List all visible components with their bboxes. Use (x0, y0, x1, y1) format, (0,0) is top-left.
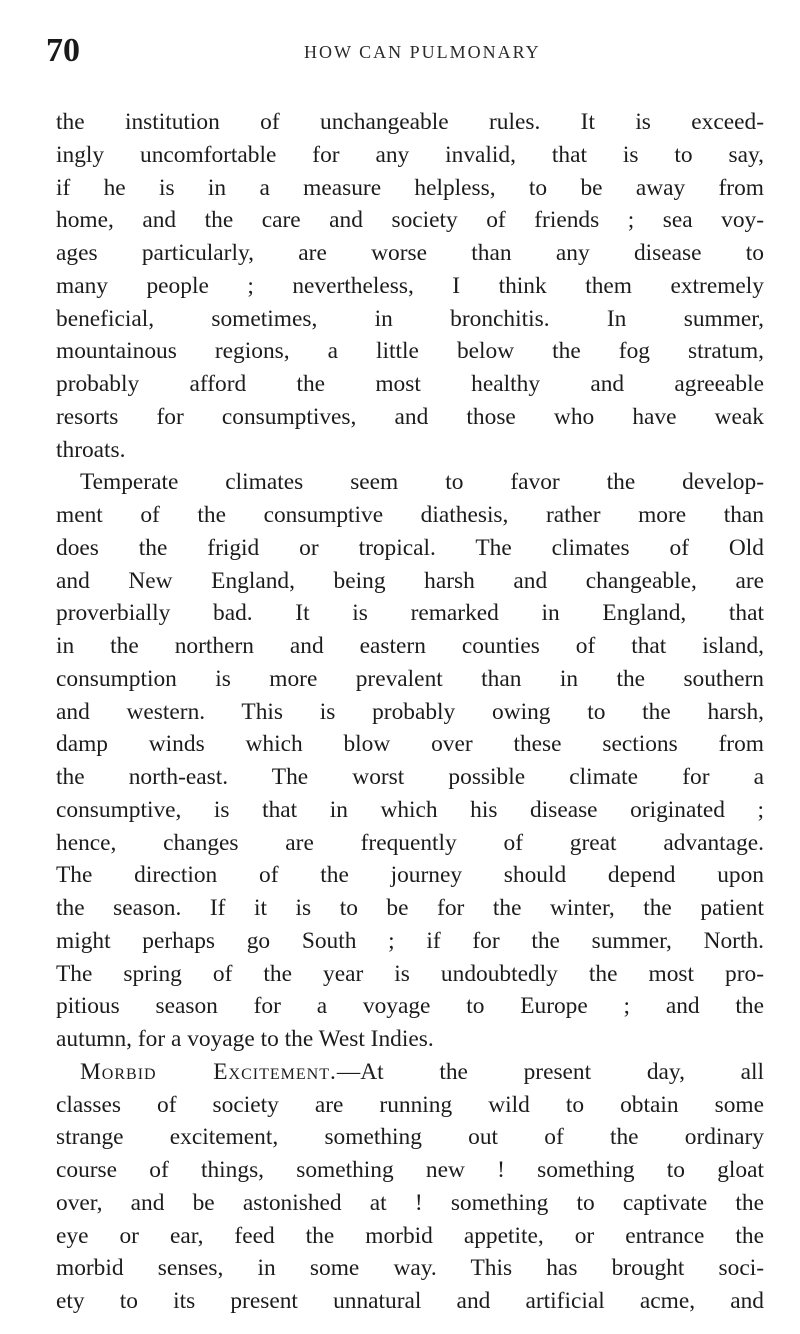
paragraph-3 (56, 1056, 764, 1318)
text-line: consumptive, is that in which his disease originated ; (56, 796, 764, 823)
text-line: might perhaps go South ; if for the summer, North. (56, 927, 764, 954)
heading-line-rest: —At the present day, all (336, 1058, 764, 1085)
text-line: ages particularly, are worse than any disease to (56, 240, 764, 266)
body-text (56, 106, 764, 1318)
text-line: strange excitement, something out of the ordinary (56, 1124, 764, 1151)
text-line: the institution of unchangeable rules. It is exceed- (56, 109, 764, 135)
text-line: proverbially bad. It is remarked in England, that (56, 600, 764, 627)
text-line: autumn, for a voyage to the West Indies. (56, 1026, 434, 1052)
page-number: 70 (46, 32, 80, 69)
text-line (56, 1056, 764, 1089)
text-line: damp winds which blow over these sections from (56, 731, 764, 758)
text-line: ment of the consumptive diathesis, rather more than (56, 502, 764, 528)
text-line: does the frigid or tropical. The climates of Old (56, 534, 764, 561)
paragraph-1 (56, 106, 764, 466)
text-line: course of things, something new ! something to gloat (56, 1157, 764, 1183)
text-line: mountainous regions, a little below the fog stratum, (56, 338, 764, 365)
text-line: Temperate climates seem to favor the develop- (80, 469, 764, 496)
running-head: HOW CAN PULMONARY (304, 42, 541, 62)
text-line: if he is in a measure helpless, to be away from (56, 174, 764, 201)
text-line: probably afford the most healthy and agreeable (56, 371, 764, 397)
text-line: resorts for consumptives, and those who have weak (56, 403, 764, 430)
text-line: morbid senses, in some way. This has brought soci- (56, 1255, 764, 1282)
text-line: over, and be astonished at ! something to captivate the (56, 1189, 764, 1216)
text-line: many people ; nevertheless, I think them extremely (56, 272, 764, 299)
text-line: the season. If it is to be for the winter, the patient (56, 895, 764, 921)
text-line: throats. (56, 436, 126, 463)
paragraph-2 (56, 466, 764, 1056)
text-line: and New England, being harsh and changeable, are (56, 567, 764, 594)
text-line: The spring of the year is undoubtedly the most pro- (56, 960, 764, 987)
text-line: beneficial, sometimes, in bronchitis. In summer, (56, 305, 764, 332)
section-heading: Morbid Excitement. (80, 1058, 337, 1085)
text-line: classes of society are running wild to obtain some (56, 1091, 764, 1118)
text-line: ety to its present unnatural and artificial acme, and (56, 1288, 764, 1314)
text-line: pitious season for a voyage to Europe ; and the (56, 993, 764, 1020)
page-header (46, 32, 756, 72)
text-line: hence, changes are frequently of great advantage. (56, 829, 764, 856)
text-line: ingly uncomfortable for any invalid, that is to say, (56, 141, 764, 168)
text-line: consumption is more prevalent than in the southern (56, 665, 764, 692)
text-line: the north-east. The worst possible climate for a (56, 764, 764, 790)
text-line: and western. This is probably owing to the harsh, (56, 698, 764, 725)
text-line: eye or ear, feed the morbid appetite, or entrance the (56, 1222, 764, 1249)
text-line: in the northern and eastern counties of that island, (56, 633, 764, 659)
text-line: The direction of the journey should depend upon (56, 862, 764, 889)
text-line: home, and the care and society of friends ; sea voy- (56, 207, 764, 234)
